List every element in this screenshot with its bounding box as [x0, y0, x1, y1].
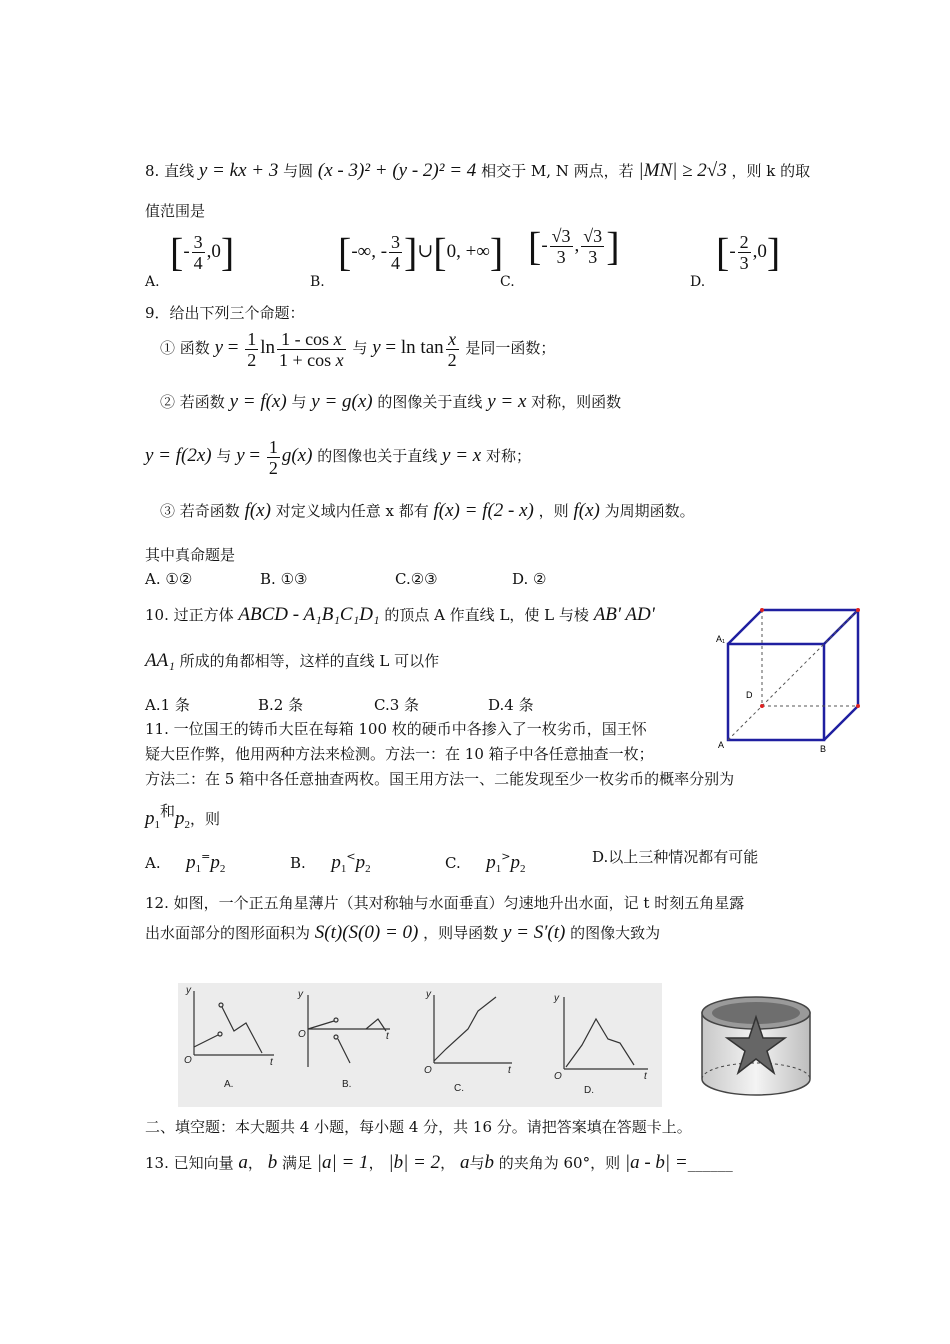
q10-line1: 10. 过正方体 ABCD - A₁B₁C₁D₁ 的顶点 A 作直线 L，使 L 与棱 AB' AD'	[145, 604, 655, 625]
q8-option-a-letter: A.	[145, 274, 160, 290]
q9-proposition-3: ③ 若奇函数 f(x) 对定义域内任意 x 都有 f(x) = f(2 - x) ，则 f(x) 为周期函数。	[160, 500, 695, 521]
q10-option-b: B.2 条	[258, 696, 304, 714]
graph-a-label: A.	[224, 1079, 234, 1090]
q8-condition: |MN| ≥ 2√3	[638, 160, 727, 181]
q8-option-b-letter: B.	[310, 274, 325, 290]
star-cylinder-figure	[690, 983, 822, 1107]
cube-figure	[712, 602, 872, 754]
q8-line2: 值范围是	[145, 202, 206, 220]
q9-proposition-2: ② 若函数 y = f(x) 与 y = g(x) 的图像关于直线 y = x 对称，则函数	[160, 391, 622, 412]
cube-label-d: D	[746, 690, 753, 700]
q8-line1: 8. 直线 y = kx + 3 与圆 (x - 3)² + (y - 2)² = 4 相交于 M, N 两点，若 |MN| ≥ 2√3 ，则 k 的取	[145, 160, 811, 181]
graph-c-origin: O	[424, 1065, 432, 1076]
q13-ask: |a - b| =	[624, 1152, 688, 1173]
q9-option-c: C.②③	[395, 570, 438, 588]
q8-option-c: [- $\frac{√3}{3}$ , $\frac{√3}{3}$ ]	[528, 223, 620, 269]
graph-d-origin: O	[554, 1071, 562, 1082]
q11-option-d: D.以上三种情况都有可能	[592, 848, 759, 866]
graph-d-t: t	[644, 1071, 647, 1082]
q9-proposition-2-cont: y = f(2x) 与 y = $\frac{1}{2}$ g(x) 的图像也关于直线 y = x 对称；	[145, 436, 532, 478]
q8-option-c-letter: C.	[500, 274, 515, 290]
section-2-heading: 二、填空题：本大题共 4 小题，每小题 4 分，共 16 分。请把答案填在答题卡上。	[145, 1118, 692, 1136]
cube-label-a: A	[718, 740, 725, 750]
graph-a-y: y	[186, 985, 191, 996]
q8-circle-equation: (x - 3)² + (y - 2)² = 4	[317, 160, 477, 181]
q12-line1: 12. 如图，一个正五角星薄片（其对称轴与水面垂直）匀速地升出水面，记 t 时刻五角星露	[145, 894, 745, 912]
q10-option-c: C.3 条	[374, 696, 420, 714]
graph-c-label: C.	[454, 1083, 464, 1094]
q8-option-b: [-∞, - $\frac{3}{4}$ ]∪[0, +∞]	[338, 229, 504, 275]
q9-option-b: B. ①③	[260, 570, 308, 588]
graph-b-t: t	[386, 1031, 389, 1042]
q11-option-c: C. $p_1^>p_2$	[445, 850, 526, 875]
graph-b-y: y	[298, 989, 303, 1000]
cube-label-b: B	[820, 744, 827, 754]
q11-option-a: A. $p_1^=p_2$	[145, 850, 226, 875]
graph-c-y: y	[426, 989, 431, 1000]
q9-option-d: D. ②	[512, 570, 547, 588]
cube-label-a1: A₁	[716, 634, 726, 644]
q8-line-equation: y = kx + 3	[198, 160, 279, 181]
q12-graphs-figure	[178, 983, 662, 1107]
q11-line2: 疑大臣作弊，他用两种方法来检测。方法一：在 10 箱子中各任意抽查一枚；	[145, 745, 654, 763]
q11-line1: 11. 一位国王的铸币大臣在每箱 100 枚的硬币中各掺入了一枚劣币，国王怀	[145, 720, 647, 738]
q13-line: 13. 已知向量 a， b 满足 |a| = 1， |b| = 2， a与b 的夹角为 60°，则 |a - b| =______	[145, 1152, 733, 1173]
graph-a-t: t	[270, 1057, 273, 1068]
q11-option-b: B. $p_1^<p_2$	[290, 850, 371, 875]
q12-line2: 出水面部分的图形面积为 S(t)(S(0) = 0) ，则导函数 y = S′(t) 的图像大致为	[145, 922, 661, 943]
q13-answer-blank[interactable]: ______	[687, 1154, 733, 1172]
graph-b-origin: O	[298, 1029, 306, 1040]
q9-options: A. ①②	[145, 570, 193, 588]
q8-option-a: [- $\frac{3}{4}$ ,0]	[170, 229, 235, 275]
graph-d-label: D.	[584, 1085, 594, 1096]
q9-title: 9．给出下列三个命题：	[145, 304, 305, 322]
q9-ask: 其中真命题是	[145, 546, 236, 564]
q8-option-d-letter: D.	[690, 274, 706, 290]
graph-b-label: B.	[342, 1079, 352, 1090]
graph-c-t: t	[508, 1065, 511, 1076]
q10-option-a: A.1 条	[145, 696, 190, 714]
graph-a-origin: O	[184, 1055, 192, 1066]
graph-d-y: y	[554, 993, 559, 1004]
q10-option-d: D.4 条	[488, 696, 534, 714]
q9-proposition-1: ① 函数 y = $\frac{1}{2}$ ln $\frac{\text{1 - cos x}}{\text{1 + cos x}}$ 与 y = ln tan $\frac{x}{2}$ 是同一函数；	[160, 328, 556, 370]
q11-line3: 方法二：在 5 箱中各任意抽查两枚。国王用方法一、二能发现至少一枚劣币的概率分别为	[145, 770, 735, 788]
q11-line4: $p_1$和$p_2$，则	[145, 802, 221, 831]
q8-option-d: [- $\frac{2}{3}$ ,0]	[716, 229, 781, 275]
q10-line2: AA₁ 所成的角都相等，这样的直线 L 可以作	[145, 650, 440, 671]
